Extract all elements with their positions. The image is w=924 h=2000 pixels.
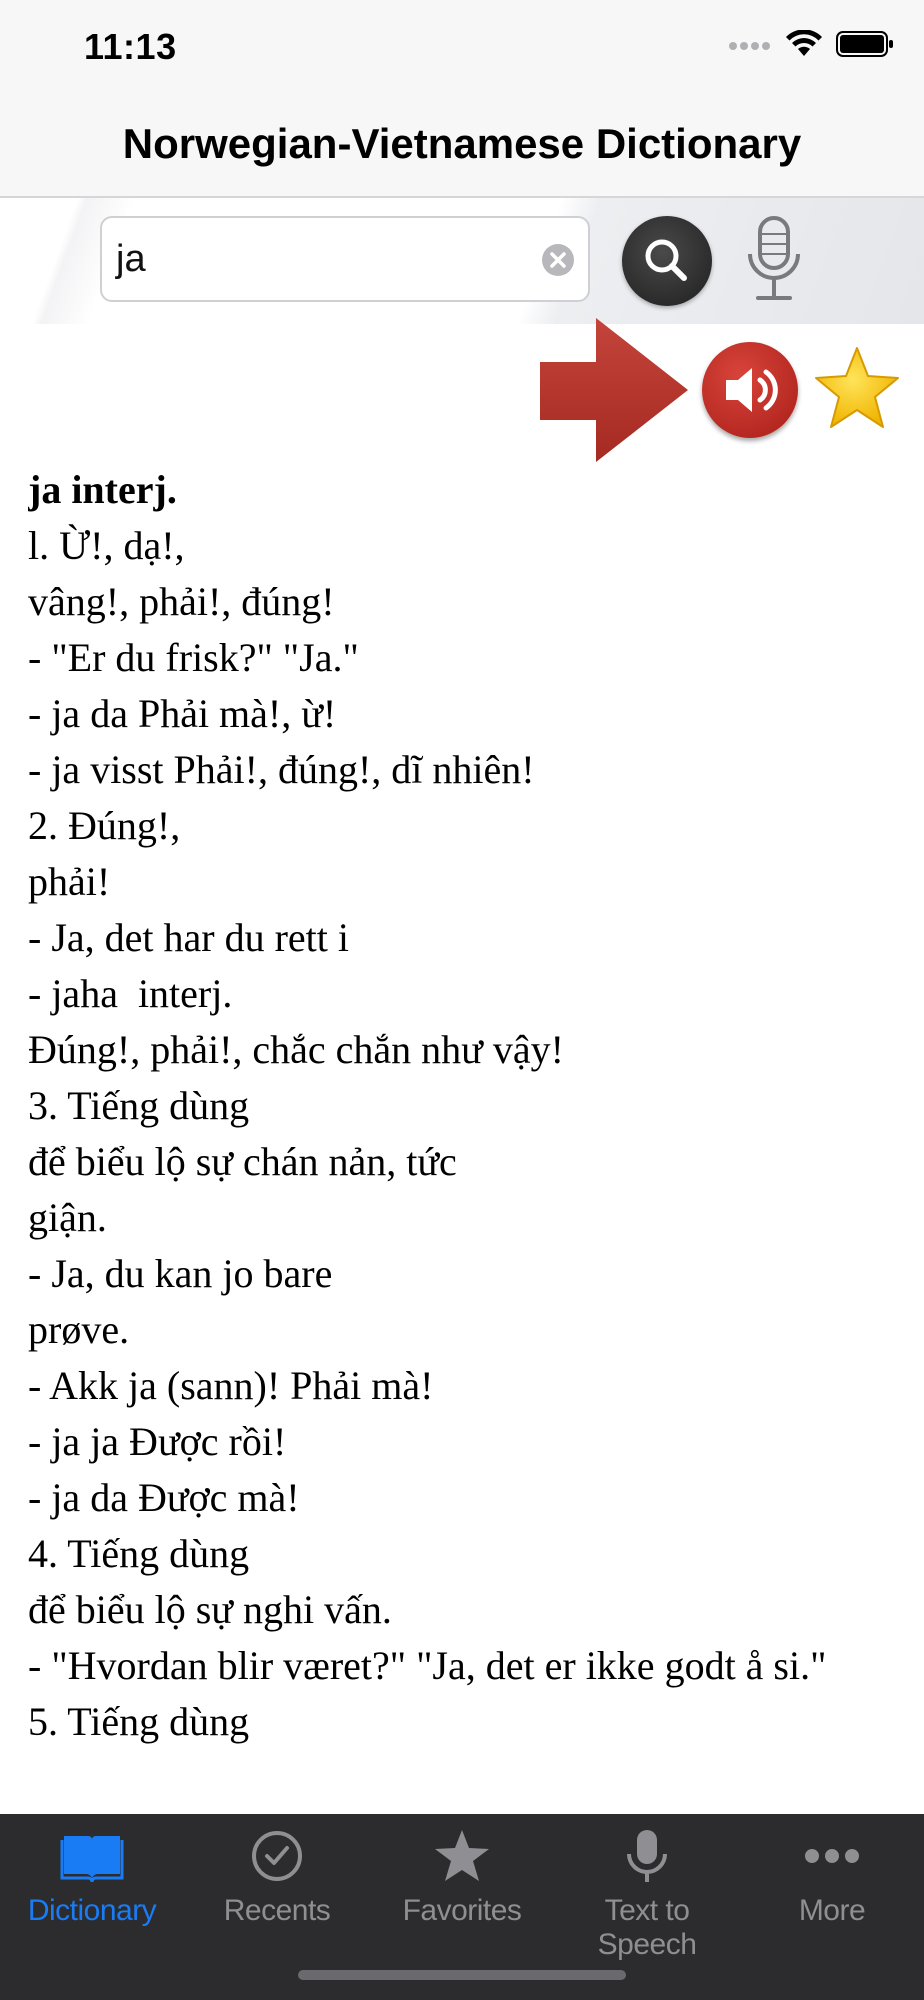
tab-more[interactable] — [740, 1828, 924, 1938]
search-button[interactable] — [622, 216, 712, 306]
entry-line: - ja da Phải mà!, ừ! — [28, 691, 337, 736]
tab-bar — [0, 1814, 924, 2000]
status-time: 11:13 — [84, 26, 177, 67]
tab-text-to-speech[interactable] — [555, 1828, 739, 1961]
entry-line: - "Hvordan blir været?" "Ja, det er ikke godt å si." — [28, 1643, 827, 1688]
entry-line: 2. Đúng!, — [28, 803, 181, 848]
tab-dictionary[interactable] — [0, 1828, 184, 1938]
clear-icon[interactable] — [542, 244, 574, 276]
clock-icon — [249, 1828, 305, 1884]
star-icon — [812, 344, 902, 432]
status-icons — [728, 30, 894, 58]
navigation-bar — [0, 100, 924, 198]
battery-icon — [836, 30, 894, 58]
entry-line: l. Ừ!, dạ!, — [28, 523, 185, 568]
entry-line: giận. — [28, 1195, 107, 1240]
entry-line: - ja visst Phải!, đúng!, dĩ nhiên! — [28, 747, 535, 792]
entry-line: vâng!, phải!, đúng! — [28, 579, 335, 624]
tab-label: Recents — [223, 1894, 331, 1927]
book-icon — [60, 1828, 124, 1882]
entry-line: phải! — [28, 859, 111, 904]
pronounce-button[interactable] — [702, 342, 798, 438]
arrow-right-icon — [540, 318, 690, 464]
entry-line: 4. Tiếng dùng — [28, 1531, 250, 1576]
more-icon — [802, 1828, 862, 1884]
microphone-icon — [623, 1828, 671, 1886]
voice-search-button[interactable] — [738, 214, 810, 306]
entry-line: - jaha interj. — [28, 971, 233, 1016]
microphone-icon — [738, 214, 810, 306]
entry-line: 3. Tiếng dùng — [28, 1083, 250, 1128]
tab-label: Text to Speech — [597, 1894, 697, 1961]
cellular-signal-icon — [728, 37, 772, 51]
entry-line: - Ja, det har du rett i — [28, 915, 349, 960]
entry-line: Đúng!, phải!, chắc chắn như vậy! — [28, 1027, 564, 1072]
entry-headword: ja interj. — [28, 467, 177, 512]
entry-line: prøve. — [28, 1307, 130, 1352]
entry-line: - Ja, du kan jo bare — [28, 1251, 333, 1296]
entry-line: - Akk ja (sann)! Phải mà! — [28, 1363, 434, 1408]
search-area — [0, 198, 924, 324]
search-input[interactable] — [100, 216, 590, 302]
speaker-icon — [702, 342, 798, 438]
home-indicator — [298, 1970, 626, 1980]
wifi-icon — [786, 30, 822, 58]
entry-line: - "Er du frisk?" "Ja." — [28, 635, 359, 680]
entry-line: để biểu lộ sự nghi vấn. — [28, 1587, 392, 1632]
search-input-value[interactable]: ja — [116, 238, 146, 280]
entry-content — [28, 462, 898, 1812]
search-icon — [622, 216, 712, 306]
tab-label: Favorites — [402, 1894, 522, 1927]
entry-line: 5. Tiếng dùng — [28, 1699, 250, 1744]
star-icon — [433, 1828, 491, 1884]
entry-line: - ja da Được mà! — [28, 1475, 300, 1520]
action-row — [0, 318, 924, 468]
tab-recents[interactable] — [185, 1828, 369, 1938]
entry-line: - ja ja Được rồi! — [28, 1419, 287, 1464]
favorite-button[interactable] — [812, 344, 902, 437]
entry-line: để biểu lộ sự chán nản, tức — [28, 1139, 457, 1184]
tab-label: More — [798, 1894, 866, 1927]
page-title: Norwegian-Vietnamese Dictionary — [122, 120, 802, 167]
tab-label: Dictionary — [27, 1894, 157, 1927]
status-bar — [0, 0, 924, 100]
tab-favorites[interactable] — [370, 1828, 554, 1938]
